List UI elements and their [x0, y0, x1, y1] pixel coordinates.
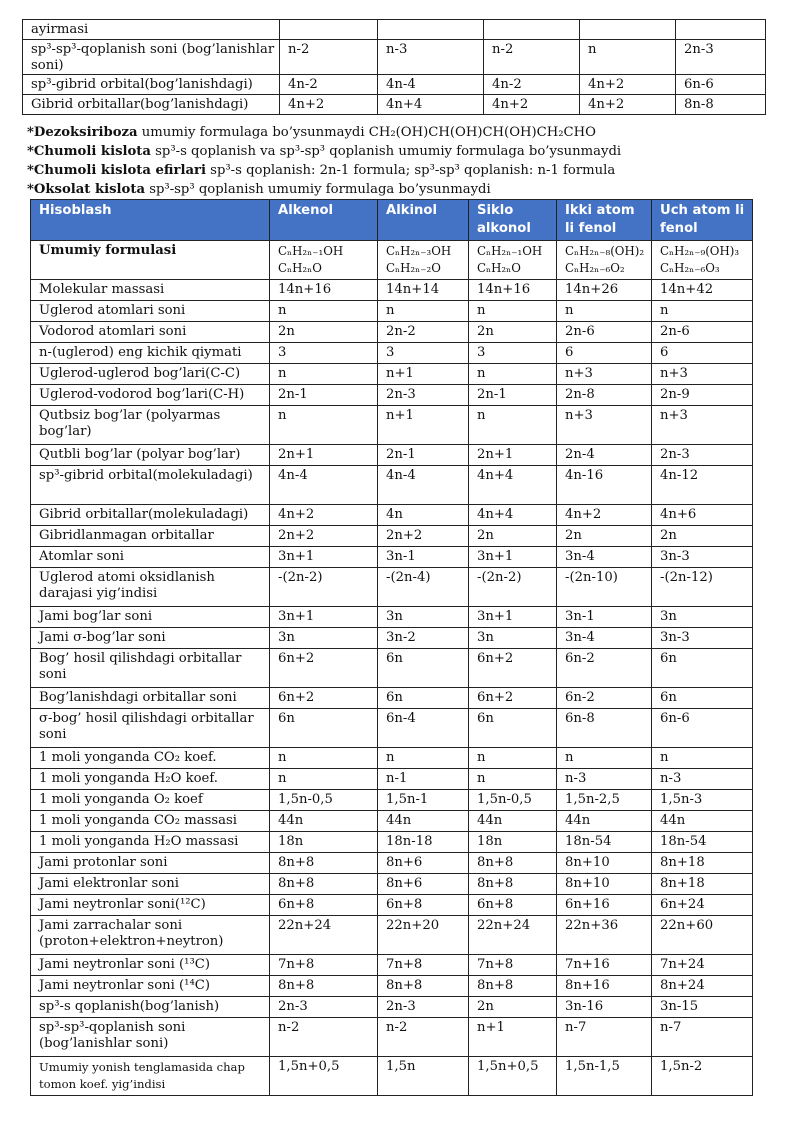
table-cell: 8n-8 [676, 95, 766, 115]
table-cell: 18n-54 [557, 832, 652, 853]
table-row [31, 445, 753, 466]
table-row [31, 997, 753, 1018]
table-row [31, 280, 753, 301]
formula-cell: CₙH₂ₙ₋₈(OH)₂ CₙH₂ₙ₋₆O₂ [557, 241, 652, 280]
table-cell: 3n+1 [270, 607, 378, 628]
table-cell: n [580, 40, 676, 75]
table-cell: n-1 [378, 769, 469, 790]
table-cell: 18n [469, 832, 557, 853]
table-cell: n-2 [378, 1018, 469, 1057]
table-cell: n [557, 748, 652, 769]
table-cell: 6n+2 [270, 649, 378, 688]
table-cell: n+3 [652, 406, 753, 445]
table-cell: 2n+2 [270, 526, 378, 547]
table-row [31, 406, 753, 445]
table-cell: 2n+1 [270, 445, 378, 466]
row-label: Qutbli bog’lar (polyar bog’lar) [31, 445, 270, 466]
table-row [31, 568, 753, 607]
note-title: *Chumoli kislota [27, 144, 151, 159]
table-cell: 2n-1 [270, 385, 378, 406]
table-cell: 22n+36 [557, 916, 652, 955]
table-cell: 2n-8 [557, 385, 652, 406]
table-cell: 7n+24 [652, 955, 753, 976]
row-label: ayirmasi [23, 20, 280, 40]
row-label: sp³-gibrid orbital(bog’lanishdagi) [23, 75, 280, 95]
table-cell: 3n [270, 628, 378, 649]
table-cell: 3n [652, 607, 753, 628]
table-row [31, 1018, 753, 1057]
table-row [31, 649, 753, 688]
note-text: umumiy formulaga bo’ysunmaydi CH₂(OH)CH(OH)CH(OH)CH₂CHO [137, 125, 596, 140]
table-cell: n-3 [652, 769, 753, 790]
row-label: Gibrid orbitallar(bog’lanishdagi) [23, 95, 280, 115]
table-cell: 3n-15 [652, 997, 753, 1018]
table-row [31, 832, 753, 853]
table-cell: 2n-3 [652, 445, 753, 466]
table-cell: 3n-1 [557, 607, 652, 628]
table-cell: 3n-4 [557, 547, 652, 568]
notes-block [27, 123, 777, 199]
table-cell: n [378, 748, 469, 769]
table-cell: 22n+20 [378, 916, 469, 955]
table-cell: -(2n-10) [557, 568, 652, 607]
table-cell: 4n-12 [652, 466, 753, 505]
table-cell: 2n-2 [378, 322, 469, 343]
row-label: Bog’lanishdagi orbitallar soni [31, 688, 270, 709]
table-cell: 3n-16 [557, 997, 652, 1018]
note-line [27, 142, 777, 161]
table-row [31, 709, 753, 748]
top-table-row [23, 20, 766, 40]
table-cell [280, 20, 378, 40]
table-cell: 2n-3 [270, 997, 378, 1018]
table-cell: -(2n-12) [652, 568, 753, 607]
table-cell: 3n+1 [469, 607, 557, 628]
row-label: 1 moli yonganda H₂O massasi [31, 832, 270, 853]
top-table [22, 19, 766, 115]
row-label: Uglerod atomlari soni [31, 301, 270, 322]
table-cell: 4n+2 [557, 505, 652, 526]
table-cell: 44n [557, 811, 652, 832]
table-cell: n+1 [378, 406, 469, 445]
main-table [30, 199, 753, 1096]
table-row [31, 955, 753, 976]
row-label: Jami bog’lar soni [31, 607, 270, 628]
table-row [31, 385, 753, 406]
table-cell: n-7 [652, 1018, 753, 1057]
table-cell: 8n+8 [378, 976, 469, 997]
table-row [31, 895, 753, 916]
table-cell: n [378, 301, 469, 322]
table-row [31, 748, 753, 769]
row-label: 1 moli yonganda H₂O koef. [31, 769, 270, 790]
column-header: Uch atom li fenol [652, 200, 753, 241]
table-cell: 7n+8 [270, 955, 378, 976]
table-cell: n+3 [652, 364, 753, 385]
row-label: Qutbsiz bog’lar (polyarmas bog’lar) [31, 406, 270, 445]
column-header: Siklo alkonol [469, 200, 557, 241]
note-line [27, 161, 777, 180]
table-cell: 2n-4 [557, 445, 652, 466]
column-header: Alkenol [270, 200, 378, 241]
table-cell: 6n+2 [270, 688, 378, 709]
table-cell: 4n+2 [270, 505, 378, 526]
table-row [31, 547, 753, 568]
table-row [31, 322, 753, 343]
table-cell: 4n+2 [280, 95, 378, 115]
table-cell: 3 [469, 343, 557, 364]
table-cell: 7n+16 [557, 955, 652, 976]
table-cell: n [270, 364, 378, 385]
table-cell: 3n [469, 628, 557, 649]
table-cell: n-2 [484, 40, 580, 75]
row-label: Uglerod-uglerod bog’lari(C-C) [31, 364, 270, 385]
table-cell: 1,5n+0,5 [270, 1057, 378, 1096]
table-cell: n [270, 406, 378, 445]
formula-cell: CₙH₂ₙ₋₃OH CₙH₂ₙ₋₂O [378, 241, 469, 280]
header-row [31, 200, 753, 241]
table-cell: n [270, 748, 378, 769]
top-table-row [23, 95, 766, 115]
table-cell: n [469, 769, 557, 790]
top-table-row [23, 75, 766, 95]
table-cell: 3 [270, 343, 378, 364]
table-row [31, 343, 753, 364]
column-header: Hisoblash [31, 200, 270, 241]
table-cell: 3n+1 [270, 547, 378, 568]
table-cell: 2n-9 [652, 385, 753, 406]
row-label: σ-bog’ hosil qilishdagi orbitallar soni [31, 709, 270, 748]
note-title: *Dezoksiriboza [27, 125, 138, 140]
row-label: 1 moli yonganda O₂ koef [31, 790, 270, 811]
table-row [31, 976, 753, 997]
table-cell: 1,5n-0,5 [469, 790, 557, 811]
table-cell: 2n [557, 526, 652, 547]
table-cell: 8n+18 [652, 874, 753, 895]
table-row [31, 769, 753, 790]
top-table-row [23, 40, 766, 75]
table-cell: 2n-6 [557, 322, 652, 343]
table-row [31, 364, 753, 385]
table-cell [378, 20, 484, 40]
table-cell: n+1 [469, 1018, 557, 1057]
table-cell [580, 20, 676, 40]
table-cell: 2n-3 [378, 997, 469, 1018]
table-cell: 4n+4 [469, 505, 557, 526]
row-label: Jami neytronlar soni(¹²C) [31, 895, 270, 916]
table-cell: 1,5n+0,5 [469, 1057, 557, 1096]
table-cell: 2n-1 [469, 385, 557, 406]
row-label: 1 moli yonganda CO₂ massasi [31, 811, 270, 832]
table-cell: 4n-2 [484, 75, 580, 95]
table-cell: 4n+4 [469, 466, 557, 505]
table-cell: 3n-1 [378, 547, 469, 568]
note-title: *Oksolat kislota [27, 182, 145, 197]
table-cell: 6n [378, 688, 469, 709]
table-cell: 8n+8 [270, 976, 378, 997]
table-cell: 8n+8 [469, 976, 557, 997]
table-cell: 14n+16 [270, 280, 378, 301]
table-cell: 6 [652, 343, 753, 364]
table-cell [484, 20, 580, 40]
note-text: sp³-s qoplanish va sp³-sp³ qoplanish umumiy formulaga bo’ysunmaydi [150, 144, 622, 159]
table-cell: n [652, 748, 753, 769]
table-row [31, 628, 753, 649]
table-cell: 22n+60 [652, 916, 753, 955]
table-cell: 4n-4 [270, 466, 378, 505]
row-label: sp³-s qoplanish(bog’lanish) [31, 997, 270, 1018]
note-title: *Chumoli kislota efirlari [27, 163, 206, 178]
formula-cell: CₙH₂ₙ₋₁OH CₙH₂ₙO [469, 241, 557, 280]
row-label: Jami neytronlar soni (¹³C) [31, 955, 270, 976]
table-cell: 7n+8 [378, 955, 469, 976]
row-label: Jami elektronlar soni [31, 874, 270, 895]
table-cell: 8n+8 [469, 853, 557, 874]
table-cell: 6n+24 [652, 895, 753, 916]
table-cell: 8n+8 [270, 853, 378, 874]
table-cell: 6n-6 [676, 75, 766, 95]
table-cell: 4n+4 [378, 95, 484, 115]
table-row [31, 811, 753, 832]
table-cell: 8n+10 [557, 874, 652, 895]
table-cell: 1,5n [378, 1057, 469, 1096]
table-cell: 3n [378, 607, 469, 628]
table-cell: 1,5n-0,5 [270, 790, 378, 811]
table-cell: 2n-3 [676, 40, 766, 75]
table-cell: -(2n-2) [270, 568, 378, 607]
table-cell: 4n+6 [652, 505, 753, 526]
table-cell: 7n+8 [469, 955, 557, 976]
note-line [27, 180, 777, 199]
table-cell: 8n+16 [557, 976, 652, 997]
table-cell: 22n+24 [270, 916, 378, 955]
table-cell: 3n-3 [652, 628, 753, 649]
table-cell: n [652, 301, 753, 322]
table-cell: 8n+6 [378, 853, 469, 874]
row-label: sp³-gibrid orbital(molekuladagi) [31, 466, 270, 505]
table-cell: 6n+2 [469, 688, 557, 709]
row-label: Jami σ-bog’lar soni [31, 628, 270, 649]
table-cell: 44n [378, 811, 469, 832]
table-cell: 4n+2 [484, 95, 580, 115]
table-cell: 8n+10 [557, 853, 652, 874]
table-cell: 4n-2 [280, 75, 378, 95]
table-cell: 1,5n-2 [652, 1057, 753, 1096]
row-label: Umumiy yonish tenglamasida chap tomon koef. yig’indisi [31, 1057, 270, 1096]
table-cell: 6n+8 [378, 895, 469, 916]
table-cell: 44n [469, 811, 557, 832]
table-cell: 1,5n-1 [378, 790, 469, 811]
table-cell: 22n+24 [469, 916, 557, 955]
table-cell: n [557, 301, 652, 322]
table-row [31, 301, 753, 322]
table-cell: 8n+18 [652, 853, 753, 874]
table-cell: n [270, 769, 378, 790]
row-label: sp³-sp³-qoplanish soni (bog’lanishlar soni) [23, 40, 280, 75]
table-cell: 14n+42 [652, 280, 753, 301]
table-cell: 6n+2 [469, 649, 557, 688]
formula-row [31, 241, 753, 280]
row-label: Gibrid orbitallar(molekuladagi) [31, 505, 270, 526]
table-cell: 18n-54 [652, 832, 753, 853]
table-cell: 6n+8 [270, 895, 378, 916]
table-cell: n-2 [280, 40, 378, 75]
table-cell: 4n [378, 505, 469, 526]
table-row [31, 790, 753, 811]
table-cell: 6n [270, 709, 378, 748]
table-cell: 4n-16 [557, 466, 652, 505]
table-cell: 14n+16 [469, 280, 557, 301]
column-header: Alkinol [378, 200, 469, 241]
table-cell: 4n+2 [580, 75, 676, 95]
table-cell: 4n-4 [378, 466, 469, 505]
table-cell: 6n [378, 649, 469, 688]
table-cell: 6n-6 [652, 709, 753, 748]
table-row [31, 466, 753, 505]
row-label: n-(uglerod) eng kichik qiymati [31, 343, 270, 364]
row-label: Atomlar soni [31, 547, 270, 568]
table-cell: 3n-3 [652, 547, 753, 568]
table-cell: n [469, 748, 557, 769]
table-cell: 2n [469, 322, 557, 343]
table-cell: 6n-2 [557, 649, 652, 688]
table-cell: 8n+8 [469, 874, 557, 895]
note-line [27, 123, 777, 142]
table-cell: 8n+24 [652, 976, 753, 997]
row-label: Vodorod atomlari soni [31, 322, 270, 343]
table-cell: 44n [270, 811, 378, 832]
table-cell: 2n [469, 997, 557, 1018]
table-cell: n-7 [557, 1018, 652, 1057]
table-cell: -(2n-2) [469, 568, 557, 607]
table-cell [676, 20, 766, 40]
table-cell: n+1 [378, 364, 469, 385]
table-cell: 6n [469, 709, 557, 748]
table-row [31, 505, 753, 526]
table-cell: 14n+26 [557, 280, 652, 301]
table-cell: 44n [652, 811, 753, 832]
table-cell: 6n+16 [557, 895, 652, 916]
table-cell: 6 [557, 343, 652, 364]
table-cell: n [270, 301, 378, 322]
table-row [31, 607, 753, 628]
row-label: Uglerod atomi oksidlanish darajasi yig’indisi [31, 568, 270, 607]
note-text: sp³-sp³ qoplanish umumiy formulaga bo’ysunmaydi [145, 182, 491, 197]
formula-cell: CₙH₂ₙ₋₉(OH)₃ CₙH₂ₙ₋₆O₃ [652, 241, 753, 280]
table-row [31, 853, 753, 874]
table-cell: -(2n-4) [378, 568, 469, 607]
table-cell: 6n [652, 649, 753, 688]
row-label: 1 moli yonganda CO₂ koef. [31, 748, 270, 769]
table-cell: 2n-3 [378, 385, 469, 406]
row-label: Bog’ hosil qilishdagi orbitallar soni [31, 649, 270, 688]
table-cell: 3n-4 [557, 628, 652, 649]
row-label: Uglerod-vodorod bog’lari(C-H) [31, 385, 270, 406]
table-cell: n [469, 301, 557, 322]
table-cell: 8n+6 [378, 874, 469, 895]
table-cell: 8n+8 [270, 874, 378, 895]
table-cell: 2n [469, 526, 557, 547]
row-label: Jami neytronlar soni (¹⁴C) [31, 976, 270, 997]
table-cell: 18n [270, 832, 378, 853]
row-label: Gibridlanmagan orbitallar [31, 526, 270, 547]
table-cell: 2n+2 [378, 526, 469, 547]
table-cell: 3n-2 [378, 628, 469, 649]
table-cell: n+3 [557, 406, 652, 445]
table-cell: 4n-4 [378, 75, 484, 95]
table-cell: 1,5n-1,5 [557, 1057, 652, 1096]
table-cell: 3 [378, 343, 469, 364]
row-label: Jami zarrachalar soni (proton+elektron+neytron) [31, 916, 270, 955]
table-cell: 6n [652, 688, 753, 709]
table-cell: 6n-4 [378, 709, 469, 748]
table-row [31, 916, 753, 955]
table-cell: 18n-18 [378, 832, 469, 853]
table-cell: 2n [270, 322, 378, 343]
row-label: Jami protonlar soni [31, 853, 270, 874]
table-cell: 2n [652, 526, 753, 547]
table-cell: n-3 [557, 769, 652, 790]
table-row [31, 526, 753, 547]
column-header: Ikki atom li fenol [557, 200, 652, 241]
table-cell: n [469, 364, 557, 385]
table-cell: 1,5n-3 [652, 790, 753, 811]
table-cell: 6n-2 [557, 688, 652, 709]
table-row [31, 874, 753, 895]
table-cell: 6n+8 [469, 895, 557, 916]
table-cell: 2n+1 [469, 445, 557, 466]
table-cell: 3n+1 [469, 547, 557, 568]
table-cell: 2n-6 [652, 322, 753, 343]
row-label: sp³-sp³-qoplanish soni (bog’lanishlar soni) [31, 1018, 270, 1057]
table-cell: n-2 [270, 1018, 378, 1057]
row-label: Umumiy formulasi [31, 241, 270, 280]
note-text: sp³-s qoplanish: 2n-1 formula; sp³-sp³ qoplanish: n-1 formula [205, 163, 616, 178]
table-cell: n+3 [557, 364, 652, 385]
row-label: Molekular massasi [31, 280, 270, 301]
table-cell: 1,5n-2,5 [557, 790, 652, 811]
table-cell: 14n+14 [378, 280, 469, 301]
table-cell: n-3 [378, 40, 484, 75]
table-row [31, 1057, 753, 1096]
table-cell: 2n-1 [378, 445, 469, 466]
table-cell: 6n-8 [557, 709, 652, 748]
table-row [31, 688, 753, 709]
formula-cell: CₙH₂ₙ₋₁OH CₙH₂ₙO [270, 241, 378, 280]
table-cell: 4n+2 [580, 95, 676, 115]
table-cell: n [469, 406, 557, 445]
